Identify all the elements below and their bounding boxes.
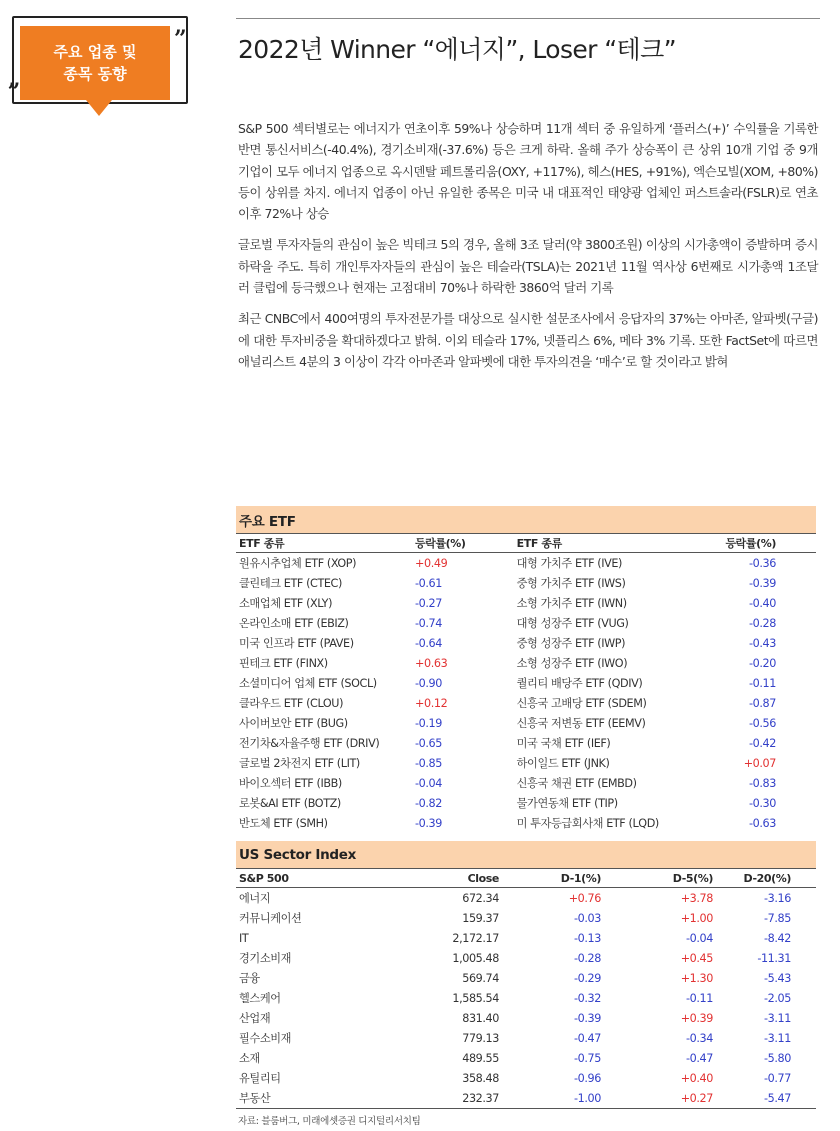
sector-name: 유틸리티 xyxy=(239,1072,281,1085)
sector-name: 커뮤니케이션 xyxy=(239,912,302,925)
etf-change-2: -0.39 xyxy=(749,576,776,590)
source-note: 자료: 블룸버그, 미래에셋증권 디지털리서치팀 xyxy=(238,1116,421,1127)
sector-d1: -0.32 xyxy=(574,991,601,1005)
title-divider xyxy=(236,18,820,19)
sector-table xyxy=(236,841,816,1109)
table-row xyxy=(236,593,816,613)
col-etf-name: ETF 종류 xyxy=(239,537,285,550)
sector-name: 소재 xyxy=(239,1052,260,1065)
sector-close: 2,172.17 xyxy=(452,931,499,945)
sector-d20: -5.47 xyxy=(764,1091,791,1105)
table-row xyxy=(236,773,816,793)
sector-close: 672.34 xyxy=(462,891,499,905)
table-row xyxy=(236,553,816,573)
etf-name: 글로벌 2차전지 ETF (LIT) xyxy=(239,757,360,770)
etf-change-2: -0.11 xyxy=(749,676,776,690)
sector-d5: -0.04 xyxy=(686,931,713,945)
etf-name-2: 중형 가치주 ETF (IWS) xyxy=(516,577,626,590)
etf-name: 클린테크 ETF (CTEC) xyxy=(239,577,342,590)
sector-d1: -0.28 xyxy=(574,951,601,965)
sector-close: 358.48 xyxy=(462,1071,499,1085)
etf-name: 전기차&자율주행 ETF (DRIV) xyxy=(239,737,380,750)
sector-name: 헬스케어 xyxy=(239,992,281,1005)
etf-name-2: 중형 성장주 ETF (IWP) xyxy=(516,637,626,650)
table-row xyxy=(236,753,816,773)
etf-name: 반도체 ETF (SMH) xyxy=(239,817,328,830)
etf-change-2: -0.83 xyxy=(749,776,776,790)
etf-change: -0.19 xyxy=(415,716,442,730)
etf-change-2: -0.36 xyxy=(749,556,776,570)
sector-name: 산업재 xyxy=(239,1012,271,1025)
col-sector-name: S&P 500 xyxy=(239,871,289,885)
etf-name: 미국 인프라 ETF (PAVE) xyxy=(239,637,354,650)
etf-change: -0.27 xyxy=(415,596,442,610)
sector-close: 159.37 xyxy=(462,911,499,925)
table-row xyxy=(236,653,816,673)
etf-name-2: 미국 국채 ETF (IEF) xyxy=(516,737,611,750)
table-row xyxy=(236,1068,816,1088)
etf-table-heading: 주요 ETF xyxy=(236,506,816,533)
table-row xyxy=(236,888,816,908)
table-row xyxy=(236,968,816,988)
section-badge xyxy=(6,16,188,118)
sector-d20: -3.16 xyxy=(764,891,791,905)
sector-d20: -5.43 xyxy=(764,971,791,985)
table-row xyxy=(236,1028,816,1048)
sector-close: 1,005.48 xyxy=(452,951,499,965)
etf-change: +0.49 xyxy=(415,556,448,570)
sector-d5: +1.30 xyxy=(680,971,713,985)
sector-d20: -2.05 xyxy=(764,991,791,1005)
sector-d1: -1.00 xyxy=(574,1091,601,1105)
etf-name-2: 대형 가치주 ETF (IVE) xyxy=(516,557,623,570)
sector-d1: -0.03 xyxy=(574,911,601,925)
etf-change: +0.63 xyxy=(415,656,448,670)
etf-change-2: +0.07 xyxy=(743,756,776,770)
etf-name-2: 퀄리티 배당주 ETF (QDIV) xyxy=(516,677,643,690)
table-row xyxy=(236,793,816,813)
table-row xyxy=(236,733,816,753)
sector-d1: -0.75 xyxy=(574,1051,601,1065)
col-close: Close xyxy=(467,871,499,885)
table-row xyxy=(236,573,816,593)
etf-change-2: -0.63 xyxy=(749,816,776,830)
sector-d5: -0.47 xyxy=(686,1051,713,1065)
etf-name-2: 미 투자등급회사채 ETF (LQD) xyxy=(516,817,659,830)
etf-name-2: 신흥국 고배당 ETF (SDEM) xyxy=(516,697,647,710)
badge-pointer xyxy=(86,100,112,116)
sector-d1: -0.96 xyxy=(574,1071,601,1085)
etf-change-2: -0.87 xyxy=(749,696,776,710)
etf-change: -0.82 xyxy=(415,796,442,810)
etf-change: +0.12 xyxy=(415,696,448,710)
sector-d1: -0.13 xyxy=(574,931,601,945)
sector-d5: +1.00 xyxy=(680,911,713,925)
etf-name: 바이오섹터 ETF (IBB) xyxy=(239,777,342,790)
sector-d5: -0.11 xyxy=(686,991,713,1005)
table-row xyxy=(236,948,816,968)
etf-change-2: -0.20 xyxy=(749,656,776,670)
sector-name: 에너지 xyxy=(239,892,271,905)
table-row xyxy=(236,613,816,633)
table-row xyxy=(236,1088,816,1108)
table-row xyxy=(236,988,816,1008)
etf-name: 로봇&AI ETF (BOTZ) xyxy=(239,797,341,810)
etf-name: 사이버보안 ETF (BUG) xyxy=(239,717,348,730)
etf-rows xyxy=(236,553,816,833)
table-row xyxy=(236,908,816,928)
etf-table-header xyxy=(236,533,816,553)
sector-name: 경기소비재 xyxy=(239,952,292,965)
etf-name: 소셜미디어 업체 ETF (SOCL) xyxy=(239,677,377,690)
etf-change-2: -0.42 xyxy=(749,736,776,750)
sector-d5: -0.34 xyxy=(686,1031,713,1045)
sector-close: 569.74 xyxy=(462,971,499,985)
sector-close: 1,585.54 xyxy=(452,991,499,1005)
etf-change: -0.39 xyxy=(415,816,442,830)
etf-change-2: -0.43 xyxy=(749,636,776,650)
sector-name: 필수소비재 xyxy=(239,1032,292,1045)
page-title: 2022년 Winner “에너지”, Loser “테크” xyxy=(238,35,676,64)
sector-d20: -8.42 xyxy=(764,931,791,945)
etf-name-2: 하이일드 ETF (JNK) xyxy=(516,757,610,770)
etf-name-2: 소형 성장주 ETF (IWO) xyxy=(516,657,628,670)
etf-name-2: 소형 가치주 ETF (IWN) xyxy=(516,597,627,610)
sector-table-heading: US Sector Index xyxy=(236,841,816,868)
sector-close: 489.55 xyxy=(462,1051,499,1065)
sector-d5: +0.40 xyxy=(680,1071,713,1085)
badge-line2: 종목 동향 xyxy=(63,65,127,83)
table-row xyxy=(236,1008,816,1028)
sector-d20: -3.11 xyxy=(764,1031,791,1045)
sector-d20: -0.77 xyxy=(764,1071,791,1085)
quote-open-icon: „ xyxy=(8,66,21,92)
sector-table-header xyxy=(236,868,816,888)
etf-change: -0.65 xyxy=(415,736,442,750)
sector-close: 232.37 xyxy=(462,1091,499,1105)
etf-name: 클라우드 ETF (CLOU) xyxy=(239,697,344,710)
etf-change: -0.04 xyxy=(415,776,442,790)
etf-name: 온라인소매 ETF (EBIZ) xyxy=(239,617,349,630)
table-row xyxy=(236,713,816,733)
sector-d1: -0.47 xyxy=(574,1031,601,1045)
sector-d20: -7.85 xyxy=(764,911,791,925)
sector-d1: -0.39 xyxy=(574,1011,601,1025)
table-row xyxy=(236,633,816,653)
etf-name-2: 물가연동채 ETF (TIP) xyxy=(516,797,618,810)
col-etf-change-2: 등락률(%) xyxy=(725,537,776,550)
sector-d1: +0.76 xyxy=(568,891,601,905)
paragraph: S&P 500 섹터별로는 에너지가 연초이후 59%나 상승하며 11개 섹터 중 유일하게 ‘플러스(+)’ 수익률을 기록한 반면 통신서비스(-40.4%), 경기소비재(-37.6%) 등은 크게 하락. 올해 주가 상승폭이 큰 상위 10개 기업 중 9개 기업이 모두 에너지 업종으로 옥시덴탈 페트롤리움(OXY, +117%), 헤스(HES, +91%), 엑슨모빌(XOM, +80%) 등이 상위를 차지. 에너지 업종이 아닌 유일한 종목은 미국 내 대표적인 태양광 업체인 퍼스트솔라(FSLR)로 연초이후 72%나 상승 xyxy=(238,121,818,222)
sector-d5: +3.78 xyxy=(680,891,713,905)
etf-table xyxy=(236,506,816,833)
sector-d5: +0.45 xyxy=(680,951,713,965)
quote-close-icon: ” xyxy=(174,26,187,52)
etf-change: -0.90 xyxy=(415,676,442,690)
etf-change: -0.61 xyxy=(415,576,442,590)
table-row xyxy=(236,813,816,833)
etf-change: -0.74 xyxy=(415,616,442,630)
col-d20: D-20(%) xyxy=(743,871,791,885)
etf-name-2: 대형 성장주 ETF (VUG) xyxy=(516,617,629,630)
table-row xyxy=(236,693,816,713)
sector-name: 금융 xyxy=(239,972,260,985)
sector-d1: -0.29 xyxy=(574,971,601,985)
article-body xyxy=(238,118,818,382)
sector-name: IT xyxy=(239,931,249,945)
sector-d5: +0.39 xyxy=(680,1011,713,1025)
etf-change: -0.64 xyxy=(415,636,442,650)
sector-d20: -3.11 xyxy=(764,1011,791,1025)
col-d5: D-5(%) xyxy=(672,871,713,885)
sector-d20: -11.31 xyxy=(757,951,791,965)
col-etf-change: 등락률(%) xyxy=(415,537,466,550)
table-row xyxy=(236,928,816,948)
badge-box xyxy=(20,26,170,100)
etf-name-2: 신흥국 채권 ETF (EMBD) xyxy=(516,777,637,790)
table-row xyxy=(236,1048,816,1068)
sector-d5: +0.27 xyxy=(680,1091,713,1105)
etf-change-2: -0.40 xyxy=(749,596,776,610)
etf-name-2: 신흥국 저변동 ETF (EEMV) xyxy=(516,717,646,730)
sector-close: 831.40 xyxy=(462,1011,499,1025)
etf-change-2: -0.30 xyxy=(749,796,776,810)
sector-name: 부동산 xyxy=(239,1092,271,1105)
etf-change-2: -0.28 xyxy=(749,616,776,630)
sector-d20: -5.80 xyxy=(764,1051,791,1065)
sector-rows xyxy=(236,888,816,1109)
col-etf-name-2: ETF 종류 xyxy=(516,537,562,550)
etf-change: -0.85 xyxy=(415,756,442,770)
etf-name: 원유시추업체 ETF (XOP) xyxy=(239,557,357,570)
etf-change-2: -0.56 xyxy=(749,716,776,730)
col-d1: D-1(%) xyxy=(560,871,601,885)
badge-line1: 주요 업종 및 xyxy=(53,43,137,61)
etf-name: 핀테크 ETF (FINX) xyxy=(239,657,328,670)
paragraph: 최근 CNBC에서 400여명의 투자전문가를 대상으로 실시한 설문조사에서 응답자의 37%는 아마존, 알파벳(구글)에 대한 투자비중을 확대하겠다고 밝혀. 이외 테슬라 17%, 넷플리스 6%, 메타 3% 기록. 또한 FactSet에 따르면 애널리스트 4분의 3 이상이 각각 아마존과 알파벳에 대한 투자의견을 ‘매수’로 할 것이라고 밝혀 xyxy=(238,311,818,369)
table-row xyxy=(236,673,816,693)
paragraph: 글로벌 투자자들의 관심이 높은 빅테크 5의 경우, 올해 3조 달러(약 3800조원) 이상의 시가총액이 증발하며 증시 하락을 주도. 특히 개인투자자들의 관심이 높은 테슬라(TSLA)는 2021년 11월 역사상 6번째로 시가총액 1조달러 클럽에 등극했으나 현재는 고점대비 70%나 하락한 3860억 달러 기록 xyxy=(238,237,818,296)
sector-close: 779.13 xyxy=(462,1031,499,1045)
etf-name: 소매업체 ETF (XLY) xyxy=(239,597,333,610)
